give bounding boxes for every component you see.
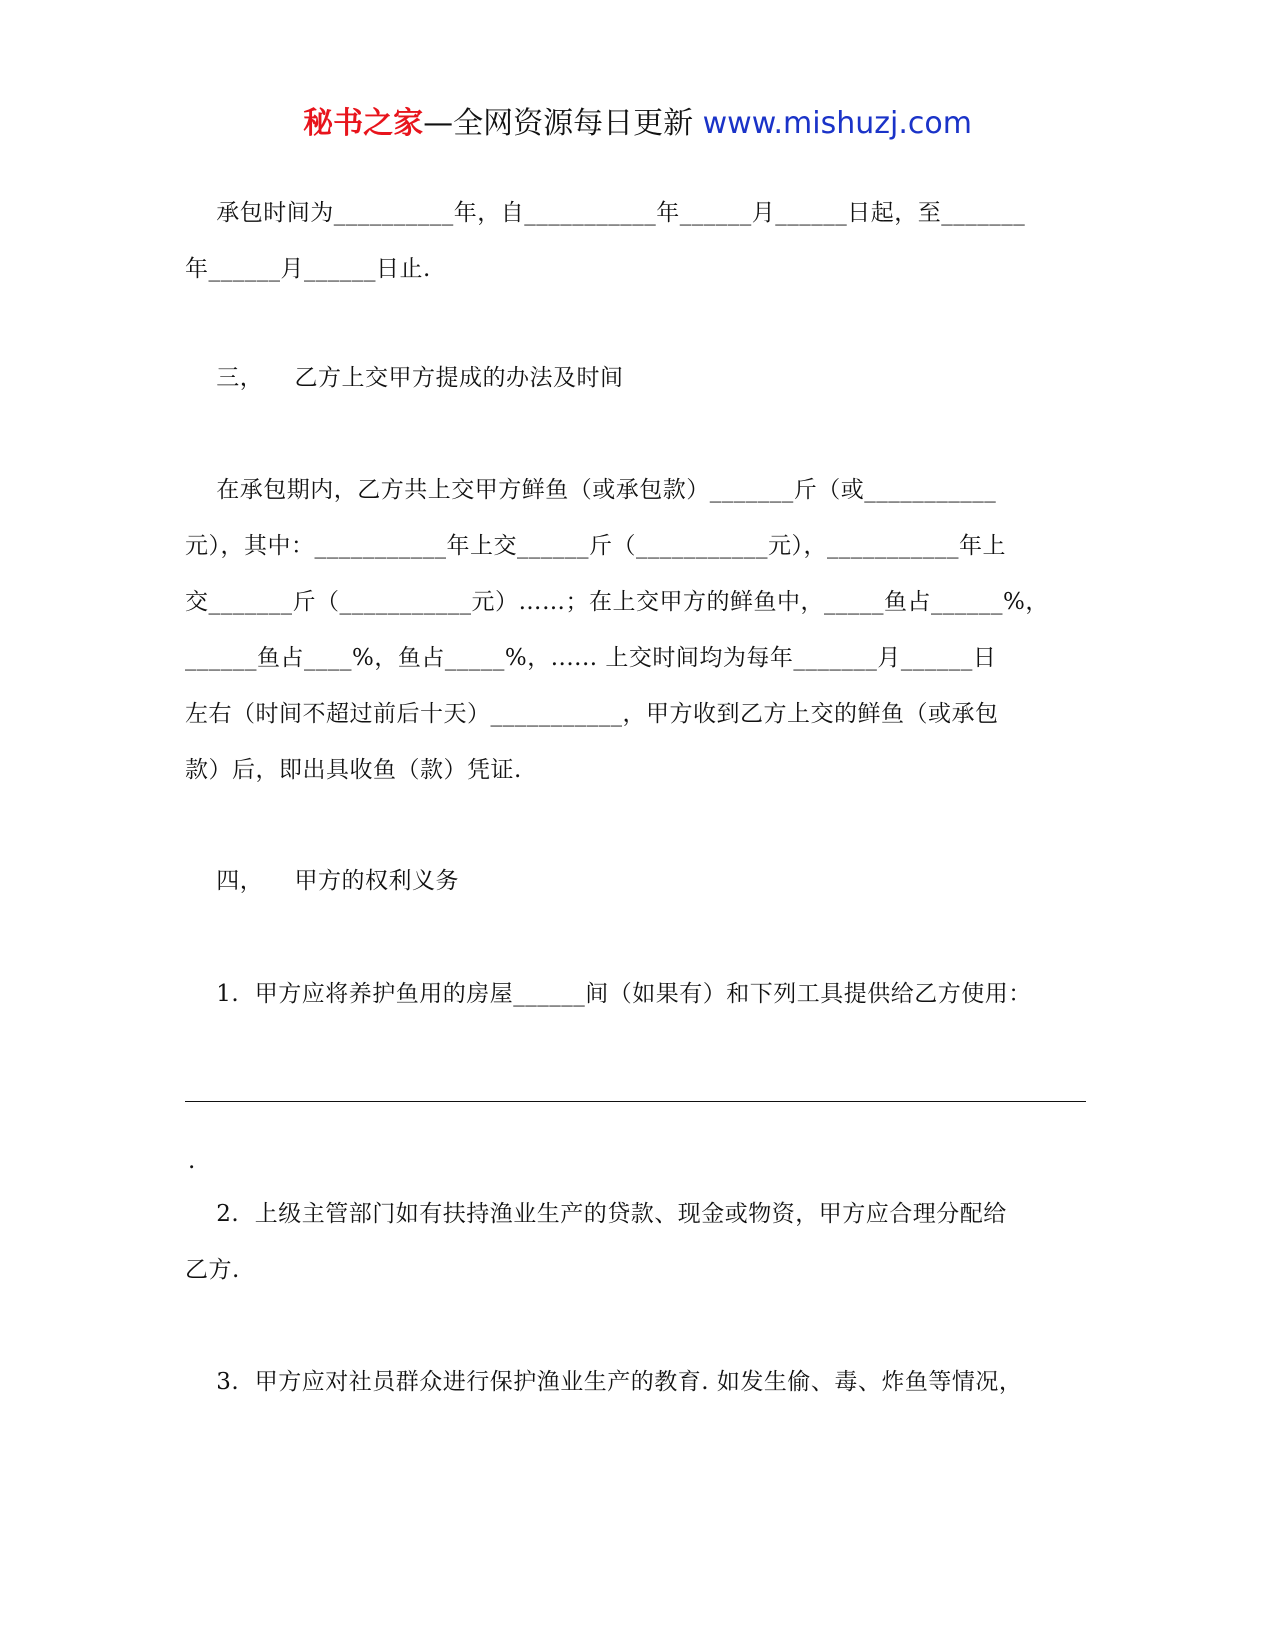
- section-heading: 三， 乙方上交甲方提成的办法及时间: [185, 365, 624, 391]
- trailing-period: .: [188, 1148, 196, 1174]
- banner-url[interactable]: www.mishuzj.com: [702, 106, 972, 141]
- paragraph-line: ______鱼占____%，鱼占_____%，...... 上交时间均为每年_______月______日: [185, 645, 997, 671]
- list-item: 2. 上级主管部门如有扶持渔业生产的贷款、现金或物资，甲方应合理分配给: [185, 1201, 1007, 1227]
- section-heading: 四， 甲方的权利义务: [185, 868, 459, 894]
- list-item: 3. 甲方应对社员群众进行保护渔业生产的教育. 如发生偷、毒、炸鱼等情况，: [185, 1369, 1023, 1395]
- paragraph-line: 承包时间为__________年，自___________年______月______日起，至_______: [185, 200, 1026, 226]
- paragraph-line: 在承包期内，乙方共上交甲方鲜鱼（或承包款）_______斤（或___________: [185, 477, 997, 503]
- paragraph-line: 交_______斤（___________元）……；在上交甲方的鲜鱼中，_____鱼占______%，: [185, 589, 1049, 615]
- paragraph-line: 乙方.: [185, 1257, 240, 1283]
- paragraph-line: 元），其中：___________年上交______斤（___________元），___________年上: [185, 533, 1006, 559]
- paragraph-line: 款）后，即出具收鱼（款）凭证.: [185, 757, 522, 783]
- fill-in-blank-line: [185, 1101, 1086, 1102]
- site-banner: [0, 100, 1275, 148]
- paragraph-line: 年______月______日止.: [185, 256, 431, 282]
- banner-slogan: —全网资源每日更新: [423, 106, 703, 141]
- list-item: 1. 甲方应将养护鱼用的房屋______间（如果有）和下列工具提供给乙方使用：: [185, 981, 1032, 1007]
- paragraph-line: 左右（时间不超过前后十天）___________，甲方收到乙方上交的鲜鱼（或承包: [185, 701, 999, 727]
- brand-name: 秘书之家: [303, 106, 424, 141]
